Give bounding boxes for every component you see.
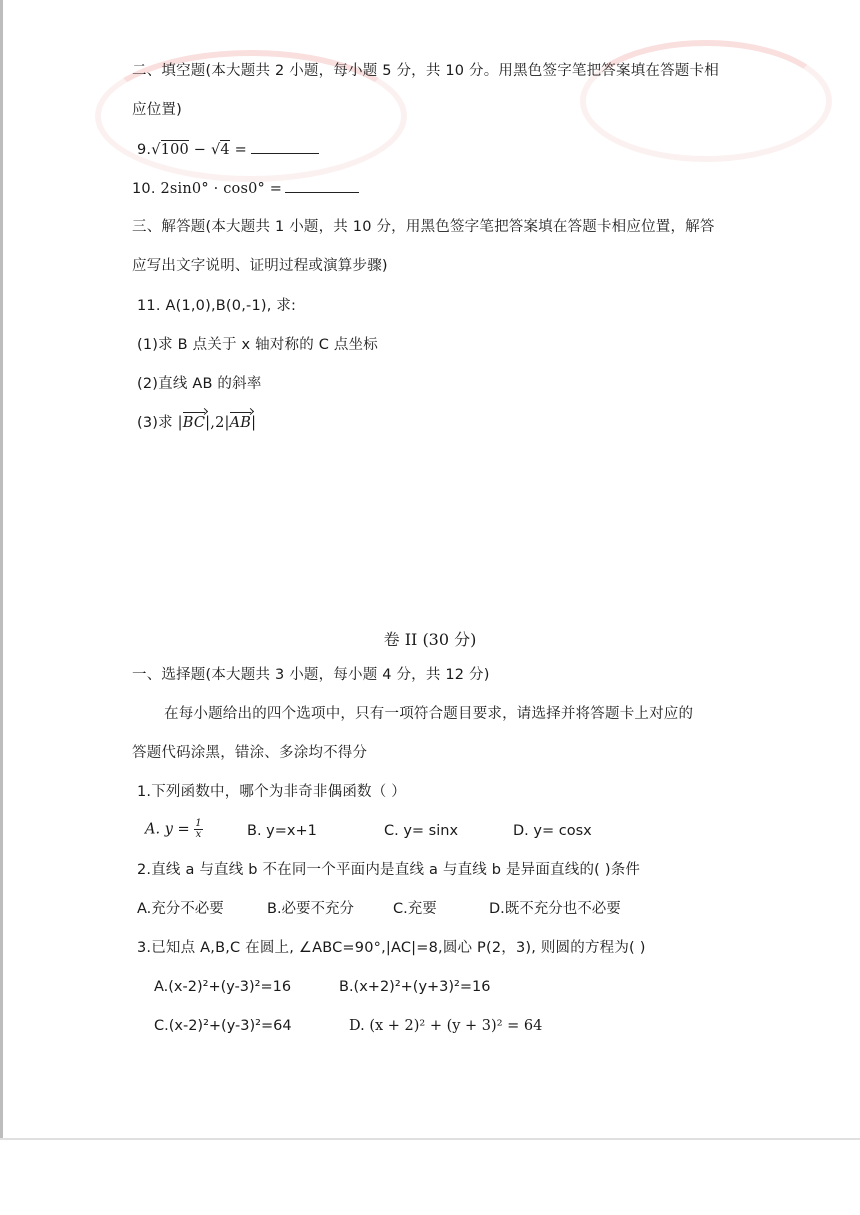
question-9	[137, 139, 319, 160]
part2-instruction-2: 答题代码涂黑，错涂、多涂均不得分	[132, 745, 368, 761]
q10-expr: 2sin0° · cos0° =	[160, 181, 283, 197]
scan-edge-left	[0, 0, 3, 1140]
q9-sqrt-b: √	[210, 142, 221, 158]
scan-edge-bottom	[0, 1138, 860, 1140]
mc2-option-c: C.充要	[393, 901, 437, 917]
q11-part3	[137, 413, 256, 433]
question-10	[132, 178, 359, 199]
part2-title: 卷 II (30 分)	[383, 630, 477, 649]
mc1-stem: 1.下列函数中，哪个为非奇非偶函数（ ）	[137, 784, 406, 800]
mc2-option-a: A.充分不必要	[137, 901, 224, 917]
q11-part2: (2)直线 AB 的斜率	[137, 376, 262, 392]
part2-section1-heading: 一、选择题(本大题共 3 小题，每小题 4 分，共 12 分)	[132, 667, 490, 683]
mc2-option-b: B.必要不充分	[267, 901, 355, 917]
q10-answer-blank[interactable]	[285, 178, 359, 193]
q9-number: 9.	[137, 142, 152, 158]
mc1-option-a-fraction	[194, 819, 202, 840]
q11-bar-1: |	[177, 415, 183, 431]
q11-stem: 11. A(1,0),B(0,-1), 求:	[137, 298, 297, 314]
q11-vector-bc: BC	[182, 415, 206, 431]
mc3-option-b: B.(x+2)²+(y+3)²=16	[339, 979, 491, 995]
mc1-fraction-denominator: x	[195, 829, 202, 840]
mc3-option-c: C.(x-2)²+(y-3)²=64	[154, 1018, 292, 1034]
mc1-option-a-prefix: A. y =	[145, 821, 195, 838]
q11-vector-ab: AB	[229, 415, 252, 431]
section3-heading: 三、解答题(本大题共 1 小题，共 10 分，用黑色签字笔把答案填在答题卡相应位置，解答	[132, 219, 715, 235]
mc2-stem: 2.直线 a 与直线 b 不在同一个平面内是直线 a 与直线 b 是异面直线的( )条件	[137, 862, 641, 878]
q9-equals: =	[229, 142, 248, 158]
mc1-option-b: B. y=x+1	[247, 823, 317, 839]
stamp-watermark-right	[580, 40, 832, 162]
q10-number: 10.	[132, 181, 161, 197]
q11-bar-2: |	[251, 415, 257, 431]
mc3-option-d: D. (x + 2)² + (y + 3)² = 64	[349, 1018, 543, 1034]
mc1-option-c: C. y= sinx	[384, 823, 459, 839]
section2-heading-cont: 应位置)	[132, 102, 182, 118]
q9-minus: −	[188, 142, 211, 158]
q9-sqrt-a: √	[151, 142, 161, 158]
mc1-option-d: D. y= cosx	[513, 823, 592, 839]
mc2-option-d: D.既不充分也不必要	[489, 901, 621, 917]
q11-part3-mid: |,2|	[205, 415, 230, 431]
section2-heading: 二、填空题(本大题共 2 小题，每小题 5 分，共 10 分。用黑色签字笔把答案填在答题卡相	[132, 63, 719, 79]
q9-answer-blank[interactable]	[251, 139, 319, 154]
q11-part3-prefix: (3)求	[137, 415, 178, 431]
section3-heading-cont: 应写出文字说明、证明过程或演算步骤)	[132, 258, 388, 274]
q9-radicand-a: 100	[160, 142, 189, 158]
q9-radicand-b: 4	[220, 142, 230, 158]
q11-part1: (1)求 B 点关于 x 轴对称的 C 点坐标	[137, 337, 378, 353]
mc1-option-a	[145, 819, 203, 840]
mc3-stem: 3.已知点 A,B,C 在圆上, ∠ABC=90°,|AC|=8,圆心 P(2，3), 则圆的方程为( )	[137, 940, 646, 956]
mc3-option-a: A.(x-2)²+(y-3)²=16	[154, 979, 292, 995]
mc1-fraction-numerator: 1	[195, 818, 202, 829]
part2-instruction-1: 在每小题给出的四个选项中，只有一项符合题目要求，请选择并将答题卡上对应的	[164, 706, 694, 722]
